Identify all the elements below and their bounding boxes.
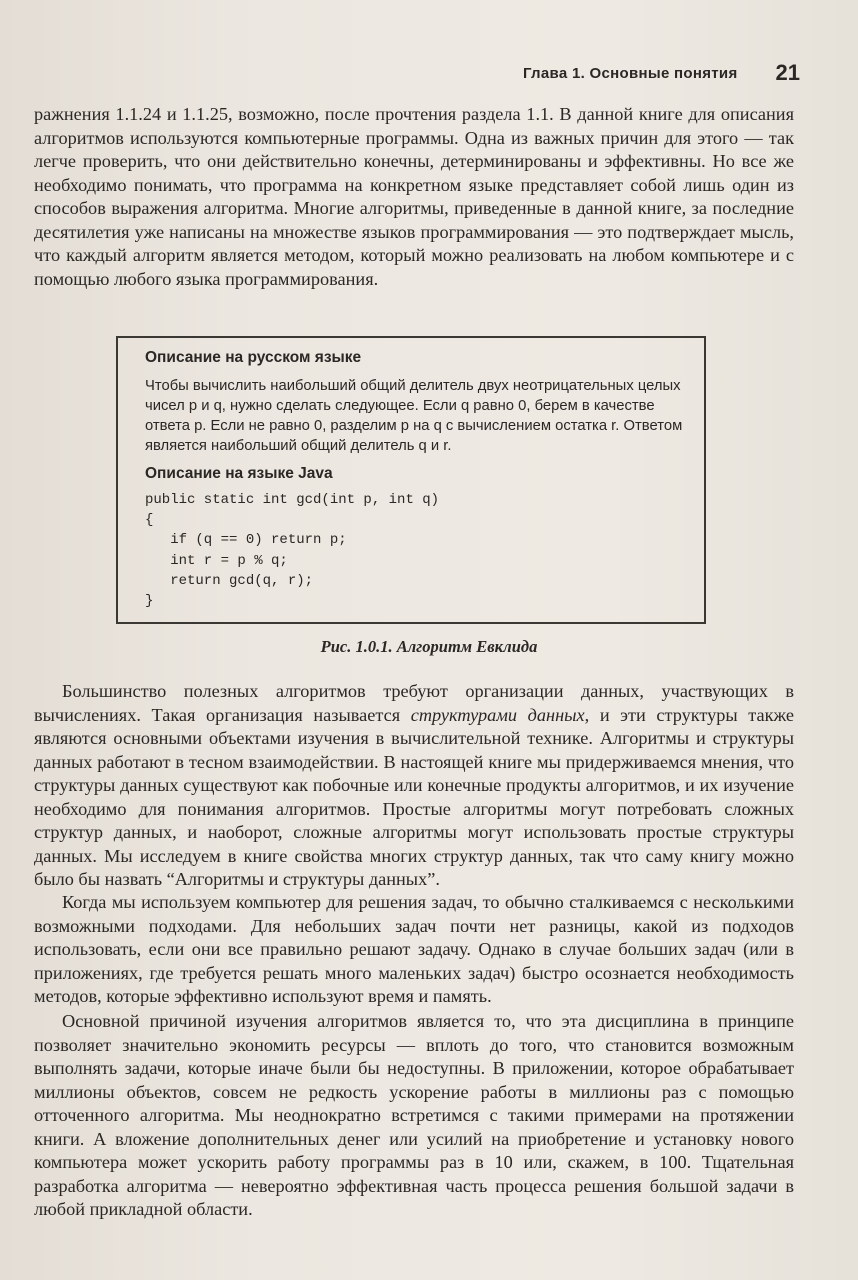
intro-paragraph: ражнения 1.1.24 и 1.1.25, возможно, после прочтения раздела 1.1. В данной книге для описания алгоритмов используются компьютерные программы. Одна из важных причин для этого — так легче проверить, что они действительно конечны, детерминированы и эффективны. Но все же необходимо понимать, что программа на конкретном языке представляет собой лишь один из способов выражения алгоритма. Многие алгоритмы, приведенные в данной книге, за последние десятилетия уже написаны на множестве языков программирования — это подтверждает мысль, что каждый алгоритм является методом, который можно реализовать на любом компьютере и с помощью любого языка программирования. (34, 104, 794, 289)
figure-caption: Рис. 1.0.1. Алгоритм Евклида (320, 637, 538, 656)
running-header (500, 58, 800, 88)
java-description-heading: Описание на языке Java (145, 465, 333, 482)
russian-description-heading: Описание на русском языке (145, 349, 362, 366)
paragraph-text: , и эти структуры также являются основными объектами изучения в вычислительной технике. Алгоритмы и структуры данных работают в тесном взаимодействии. В настоящей книге мы придерживаемся мнения, что структуры данных существуют как побочные или конечные продукты алгоритмов, и их изучение необходимо для понимания алгоритмов. Простые алгоритмы могут потребовать сложных структур данных, и наоборот, сложные алгоритмы могут использовать простые структуры данных. Мы исследуем в книге свойства многих структур данных, так что саму книгу можно было бы назвать “Алгоритмы и структуры данных”. (34, 704, 794, 889)
algorithm-figure-box (116, 336, 706, 624)
paragraph-resources: Основной причиной изучения алгоритмов является то, что эта дисциплина в принципе позволяет значительно экономить ресурсы — вплоть до того, что становится возможным выполнять задачи, которые иначе были бы недоступны. В приложении, которое обрабатывает миллионы объектов, совсем не редкость ускорение работы в миллионы раз с помощью отточенного алгоритма. Мы неоднократно встретимся с такими примерами на протяжении книги. А вложение дополнительных денег или усилий на приобретение и установку нового компьютера может ускорить работу программы раз в 10 или, скажем, в 100. Тщательная разработка алгоритма — невероятно эффективная часть процесса решения большой задачи в любой прикладной области. (34, 1011, 794, 1219)
chapter-title: Глава 1. Основные понятия (522, 64, 738, 82)
paragraph-text: Большинство полезных алгоритмов требуют организации данных, участвующих в вычислениях. Такая организация называется (34, 681, 794, 725)
page-number: 21 (775, 60, 800, 85)
java-code-block: public static int gcd(int p, int q) { if (q == 0) return p; int r = p % q; return gcd(q, r); } (145, 492, 440, 610)
russian-description-text: Чтобы вычислить наибольший общий делитель двух неотрицательных целых чисел p и q, нужно сделать следующее. Если q равно 0, берем в качестве ответа p. Если не равно 0, разделим p на q с вычислением остатка r. Ответом является наибольший общий делитель q и r. (145, 378, 683, 454)
paragraph-data-structures (34, 680, 794, 892)
emphasized-term: структурами данных (410, 704, 585, 725)
paragraph-approaches: Когда мы используем компьютер для решения задач, то обычно сталкиваемся с несколькими возможными подходами. Для небольших задач почти нет разницы, какой из подходов использовать, если они все правильно решают задачу. Однако в случае больших задач (или в приложениях, где требуется решать много маленьких задач) быстро осознается необходимость методов, которые эффективно используют время и память. (34, 892, 794, 1006)
